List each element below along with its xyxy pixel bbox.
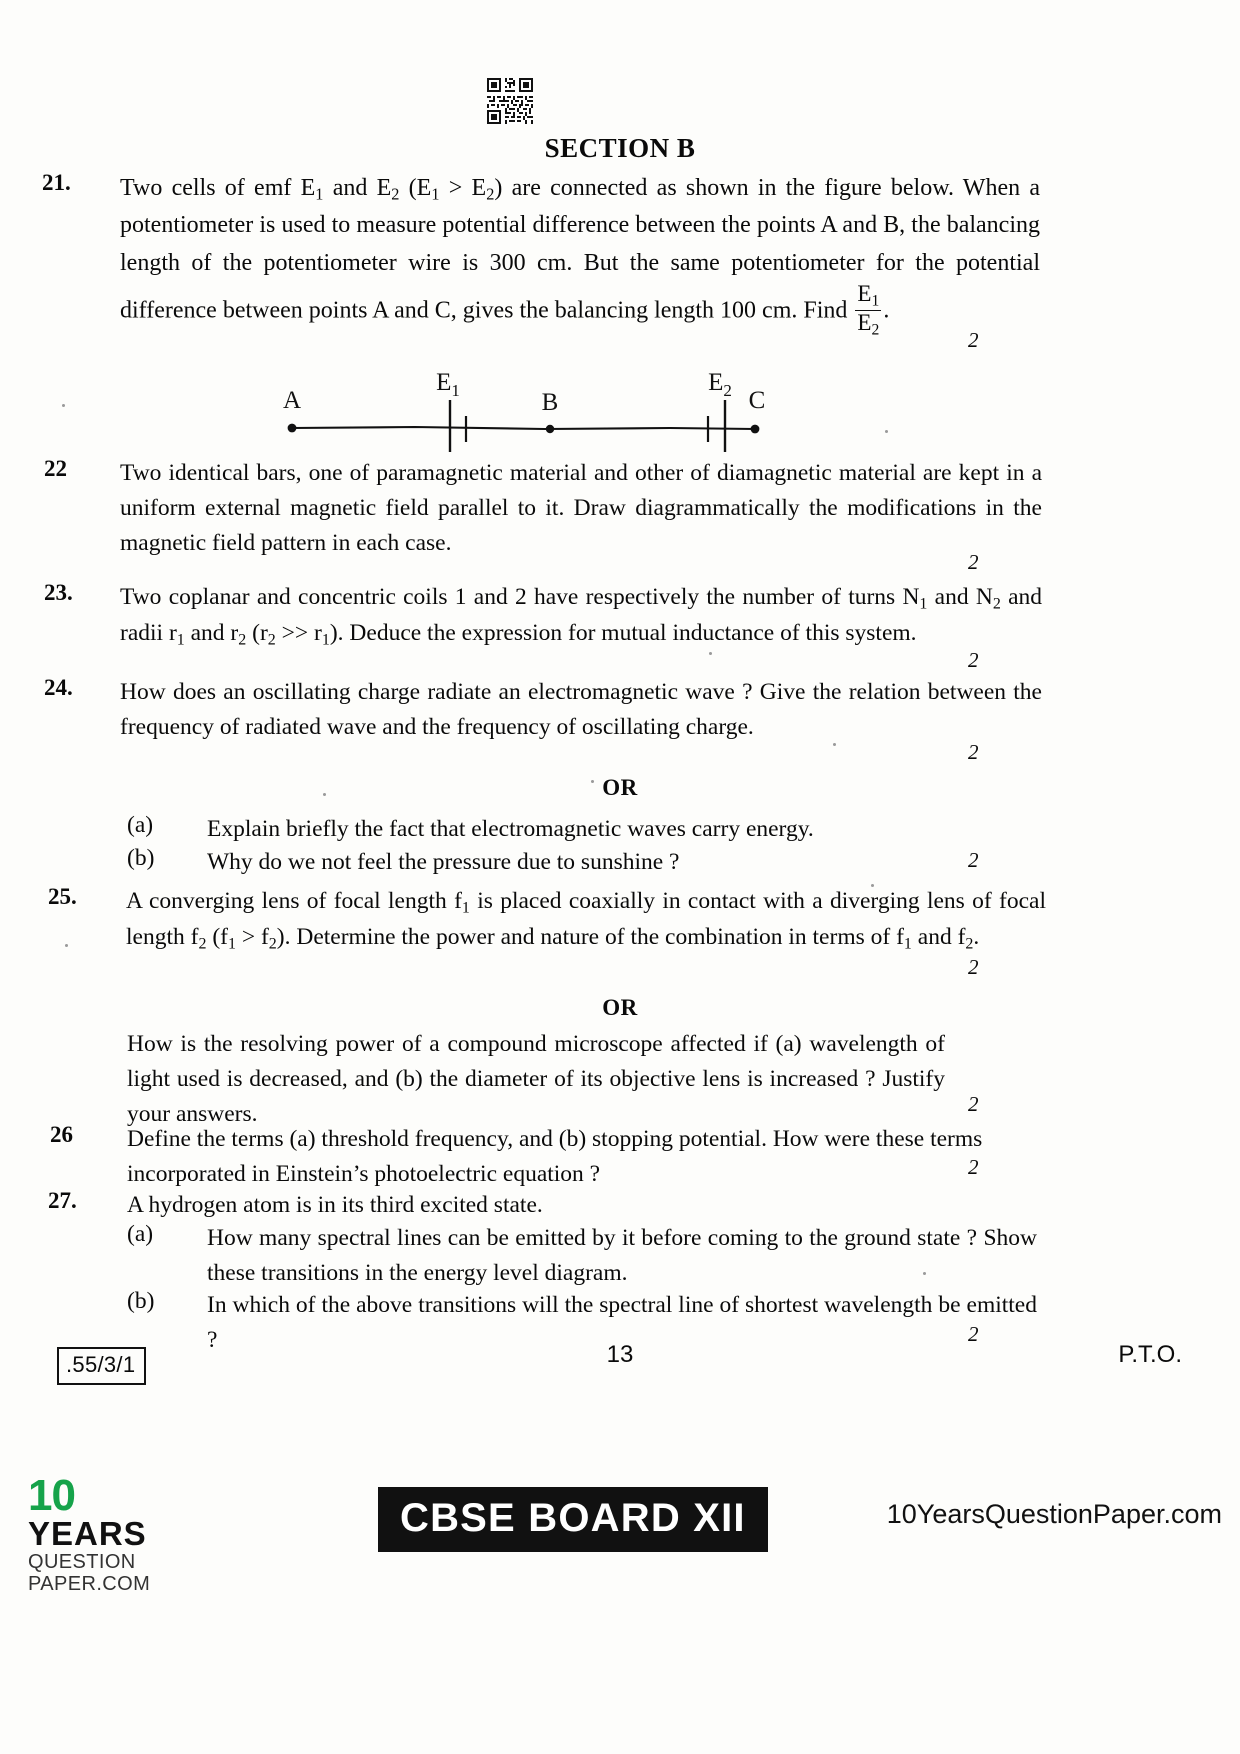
q25-part1: A converging lens of focal length f xyxy=(126,888,462,914)
q25-sub6: 2 xyxy=(965,935,974,953)
frac-numerator: E xyxy=(857,280,872,307)
logo-question-paper: QUESTION PAPER.COM xyxy=(28,1550,151,1596)
alt-text: How is the resolving power of a compound microscope affected if (a) wavelength of light used is decreased, and (b) the diameter of its objective lens is increased ? Justify your answers. xyxy=(127,1031,945,1127)
q21-sub1: 1 xyxy=(315,184,324,204)
q23-sub5: 2 xyxy=(267,631,276,649)
question-26-marks: 2 xyxy=(968,1155,979,1179)
paper-code-box: .55/3/1 xyxy=(57,1347,146,1385)
logo-years: YEARS xyxy=(28,1515,147,1553)
question-number: 27. xyxy=(48,1188,77,1213)
sub-label: (a) xyxy=(127,812,154,838)
question-24-alt-b xyxy=(127,845,1027,880)
q21-part5: ) are connected as shown in the figure below. When a potentiometer is used to measure potential difference between the points A and B, the balancing length of the potentiometer wire is 300 cm. But the same potentiometer for the potential difference between points A and C, gives the balancing length 100 cm. Find xyxy=(120,175,1041,324)
svg-text:B: B xyxy=(541,389,559,416)
frac-denominator-sub: 2 xyxy=(871,321,880,339)
question-number: 23. xyxy=(44,580,73,605)
question-text: Two identical bars, one of paramagnetic material and other of diamagnetic material are kept in a uniform external magnetic field parallel to it. Draw diagrammatically the modifications in the magnetic field pattern in each case. xyxy=(120,460,1042,556)
q21-part4: > E xyxy=(439,175,487,201)
q21-part3: (E xyxy=(399,175,432,201)
q25-sub4: 2 xyxy=(268,935,277,953)
question-27 xyxy=(48,1188,1048,1223)
emf-ratio-fraction xyxy=(855,282,881,338)
question-24-alt-a xyxy=(127,812,1027,847)
svg-text:C: C xyxy=(748,387,766,414)
q25-sub1: 1 xyxy=(461,899,470,917)
question-24 xyxy=(44,675,1044,745)
scan-speck xyxy=(871,884,874,887)
svg-text:E1: $E_1$ xyxy=(436,372,460,400)
q23-part4: and r xyxy=(184,620,239,647)
q25-part2: is placed coaxially in contact with a diverging lens of focal length f xyxy=(126,888,1046,951)
question-24-alt-marks: 2 xyxy=(968,848,979,872)
scan-speck xyxy=(923,1272,926,1275)
question-23-marks: 2 xyxy=(968,648,979,672)
sub-text: How many spectral lines can be emitted by it before coming to the ground state ? Show these transitions in the energy level diagram. xyxy=(207,1225,1037,1286)
question-text xyxy=(120,580,1042,652)
scan-speck xyxy=(62,404,65,407)
q23-sub2: 2 xyxy=(992,595,1001,613)
q23-part6: >> r xyxy=(275,620,322,647)
scan-speck xyxy=(65,944,68,947)
question-21-marks: 2 xyxy=(968,328,979,352)
question-25-or-label: OR xyxy=(602,995,638,1020)
question-24-or-label: OR xyxy=(602,775,638,800)
scan-speck xyxy=(323,793,326,796)
question-22-marks: 2 xyxy=(968,550,979,574)
q23-sub1: 1 xyxy=(919,595,928,613)
q21-sub4: 2 xyxy=(486,184,495,204)
q23-part5: (r xyxy=(246,620,268,647)
potentiometer-circuit-diagram xyxy=(270,372,800,452)
q25-part7: . xyxy=(973,924,980,951)
question-25-alternative xyxy=(127,1027,1047,1131)
q23-part3: and radii r xyxy=(120,584,1042,647)
branding-strip xyxy=(0,1465,1240,1596)
site-logo xyxy=(28,1471,218,1596)
scan-speck xyxy=(709,652,712,655)
q23-part1: Two coplanar and concentric coils 1 and 2 have respectively the number of turns N xyxy=(120,584,920,610)
q21-sub2: 2 xyxy=(391,184,400,204)
question-21 xyxy=(42,170,1042,338)
question-25-marks: 2 xyxy=(968,955,979,979)
sub-text: Why do we not feel the pressure due to sunshine ? xyxy=(207,849,680,875)
frac-numerator-sub: 1 xyxy=(871,292,880,310)
q25-sub5: 1 xyxy=(903,935,912,953)
question-23 xyxy=(44,580,1044,652)
question-number: 25. xyxy=(48,884,77,909)
page-number: 13 xyxy=(606,1341,634,1368)
q25-part6: and f xyxy=(911,924,966,951)
question-number: 24. xyxy=(44,675,73,700)
question-text: Define the terms (a) threshold frequency, and (b) stopping potential. How were these terms incorporated in Einstein’s photoelectric equation ? xyxy=(127,1126,983,1187)
sub-label: (b) xyxy=(127,845,155,871)
question-25 xyxy=(48,884,1048,956)
pto-label: P.T.O. xyxy=(1118,1341,1182,1368)
q21-part1: Two cells of emf E xyxy=(120,175,316,201)
site-url[interactable]: 10YearsQuestionPaper.com xyxy=(886,1499,1222,1529)
question-text xyxy=(126,884,1046,956)
q23-sub4: 2 xyxy=(238,631,247,649)
question-22 xyxy=(44,456,1044,560)
sub-text: Explain briefly the fact that electromagnetic waves carry energy. xyxy=(207,816,814,842)
scan-speck xyxy=(591,780,594,783)
question-27-part-a xyxy=(127,1221,1047,1291)
sub-label: (a) xyxy=(127,1221,154,1247)
q21-sub3: 1 xyxy=(431,184,440,204)
question-25-alt-marks: 2 xyxy=(968,1092,979,1116)
cbse-board-banner: CBSE BOARD XII xyxy=(378,1487,768,1552)
q23-sub3: 1 xyxy=(176,631,185,649)
question-number: 21. xyxy=(42,170,71,195)
question-26 xyxy=(50,1122,1050,1192)
sub-label: (b) xyxy=(127,1288,155,1314)
sub-text: In which of the above transitions will the spectral line of shortest wavelength be emitted ? xyxy=(207,1292,1037,1353)
svg-text:A: A xyxy=(282,387,302,414)
question-24-marks: 2 xyxy=(968,740,979,764)
question-text: A hydrogen atom is in its third excited state. xyxy=(127,1192,543,1218)
q25-sub3: 1 xyxy=(227,935,236,953)
question-text: How does an oscillating charge radiate an electromagnetic wave ? Give the relation between the frequency of radiated wave and the frequency of oscillating charge. xyxy=(120,679,1042,740)
q21-part2: and E xyxy=(323,175,392,201)
q25-part5: ). Determine the power and nature of the combination in terms of f xyxy=(276,924,904,951)
section-heading: SECTION B xyxy=(544,133,696,163)
qr-code-icon xyxy=(487,78,533,124)
q23-part7: ). Deduce the expression for mutual inductance of this system. xyxy=(329,620,917,647)
question-text xyxy=(120,170,1040,338)
scan-speck xyxy=(833,743,836,746)
question-27-marks: 2 xyxy=(968,1322,979,1346)
q23-sub6: 1 xyxy=(321,631,330,649)
question-number: 26 xyxy=(50,1122,73,1147)
svg-text:E2: $E_2$ xyxy=(708,372,732,400)
q23-part2: and N xyxy=(927,584,993,610)
frac-denominator: E xyxy=(857,308,872,335)
q21-part6: . xyxy=(883,297,890,324)
q25-part3: (f xyxy=(206,924,228,951)
scan-speck xyxy=(885,430,888,433)
q25-sub2: 2 xyxy=(198,935,207,953)
logo-ten: 10 xyxy=(28,1471,75,1520)
q25-part4: > f xyxy=(235,924,269,951)
question-number: 22 xyxy=(44,456,67,481)
